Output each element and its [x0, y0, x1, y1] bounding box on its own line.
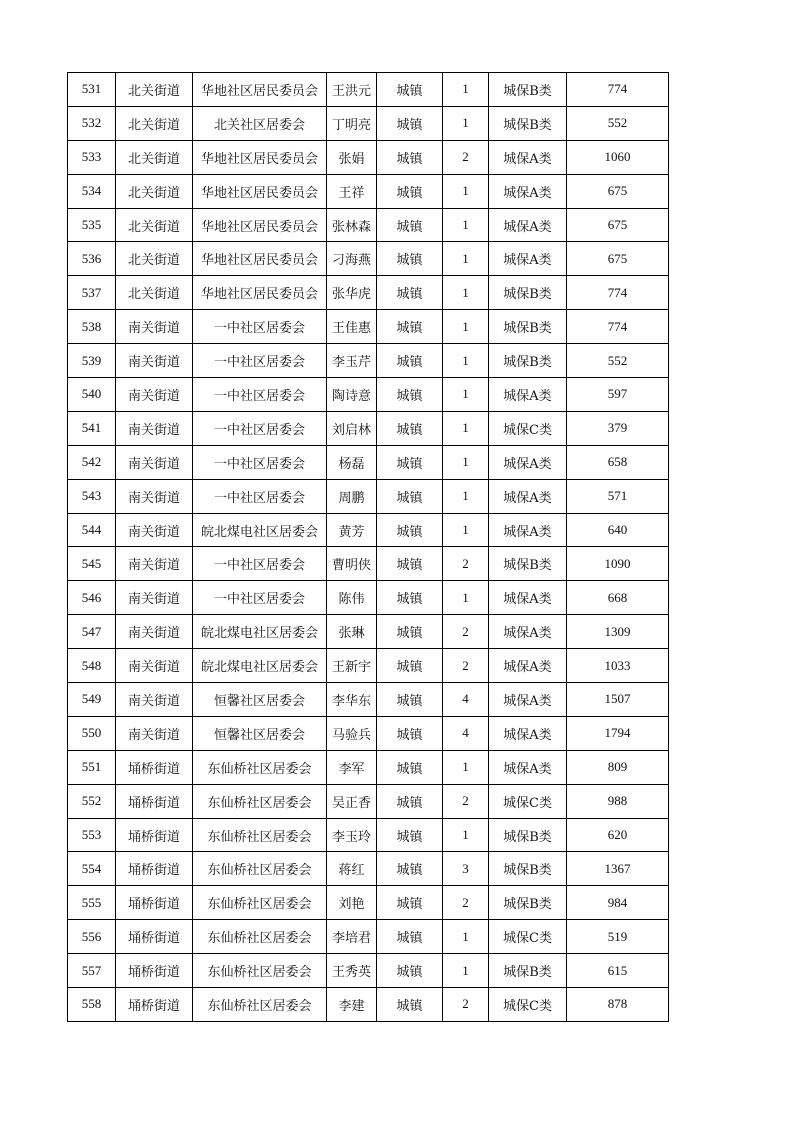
row-number-cell: 550	[68, 716, 116, 750]
subdistrict-cell: 北关街道	[116, 106, 193, 140]
household-size-cell: 1	[443, 750, 489, 784]
table-row	[68, 479, 669, 513]
community-cell: 东仙桥社区居委会	[193, 750, 327, 784]
insurance-category-cell: 城保C类	[489, 784, 567, 818]
table-body	[68, 73, 669, 1022]
person-name-cell: 王祥	[327, 174, 377, 208]
household-size-cell: 1	[443, 513, 489, 547]
household-type-cell: 城镇	[377, 581, 443, 615]
amount-cell: 1033	[567, 649, 669, 683]
insurance-category-cell: 城保A类	[489, 615, 567, 649]
person-name-cell: 李玉玲	[327, 818, 377, 852]
household-type-cell: 城镇	[377, 818, 443, 852]
table-row	[68, 988, 669, 1022]
subdistrict-cell: 南关街道	[116, 581, 193, 615]
household-size-cell: 4	[443, 716, 489, 750]
row-number-cell: 551	[68, 750, 116, 784]
subdistrict-cell: 埇桥街道	[116, 988, 193, 1022]
amount-cell: 774	[567, 73, 669, 107]
row-number-cell: 535	[68, 208, 116, 242]
household-size-cell: 1	[443, 581, 489, 615]
community-cell: 北关社区居委会	[193, 106, 327, 140]
person-name-cell: 李培君	[327, 920, 377, 954]
subdistrict-cell: 南关街道	[116, 683, 193, 717]
household-size-cell: 1	[443, 174, 489, 208]
insurance-category-cell: 城保B类	[489, 886, 567, 920]
community-cell: 皖北煤电社区居委会	[193, 649, 327, 683]
row-number-cell: 532	[68, 106, 116, 140]
subdistrict-cell: 埇桥街道	[116, 784, 193, 818]
household-size-cell: 1	[443, 411, 489, 445]
table-row	[68, 242, 669, 276]
subdistrict-cell: 北关街道	[116, 73, 193, 107]
household-size-cell: 1	[443, 344, 489, 378]
person-name-cell: 李建	[327, 988, 377, 1022]
insurance-category-cell: 城保B类	[489, 852, 567, 886]
subdistrict-cell: 南关街道	[116, 615, 193, 649]
table-row	[68, 615, 669, 649]
insurance-category-cell: 城保C类	[489, 920, 567, 954]
insurance-category-cell: 城保B类	[489, 73, 567, 107]
household-size-cell: 1	[443, 818, 489, 852]
person-name-cell: 蒋红	[327, 852, 377, 886]
table-row	[68, 344, 669, 378]
row-number-cell: 544	[68, 513, 116, 547]
table-row	[68, 683, 669, 717]
amount-cell: 809	[567, 750, 669, 784]
community-cell: 华地社区居民委员会	[193, 174, 327, 208]
table-row	[68, 784, 669, 818]
amount-cell: 1309	[567, 615, 669, 649]
row-number-cell: 537	[68, 276, 116, 310]
household-type-cell: 城镇	[377, 852, 443, 886]
table-row	[68, 547, 669, 581]
subdistrict-cell: 南关街道	[116, 649, 193, 683]
subdistrict-cell: 南关街道	[116, 716, 193, 750]
table-row	[68, 106, 669, 140]
amount-cell: 1794	[567, 716, 669, 750]
person-name-cell: 马验兵	[327, 716, 377, 750]
row-number-cell: 558	[68, 988, 116, 1022]
table-row	[68, 886, 669, 920]
table-row	[68, 310, 669, 344]
person-name-cell: 吴正香	[327, 784, 377, 818]
community-cell: 华地社区居民委员会	[193, 276, 327, 310]
subdistrict-cell: 南关街道	[116, 513, 193, 547]
insurance-category-cell: 城保A类	[489, 378, 567, 412]
community-cell: 一中社区居委会	[193, 344, 327, 378]
row-number-cell: 546	[68, 581, 116, 615]
community-cell: 东仙桥社区居委会	[193, 920, 327, 954]
row-number-cell: 534	[68, 174, 116, 208]
insurance-category-cell: 城保A类	[489, 683, 567, 717]
amount-cell: 668	[567, 581, 669, 615]
insurance-category-cell: 城保A类	[489, 513, 567, 547]
household-size-cell: 1	[443, 445, 489, 479]
household-type-cell: 城镇	[377, 106, 443, 140]
amount-cell: 1090	[567, 547, 669, 581]
community-cell: 一中社区居委会	[193, 547, 327, 581]
table-row	[68, 649, 669, 683]
subdistrict-cell: 南关街道	[116, 310, 193, 344]
amount-cell: 1060	[567, 140, 669, 174]
household-type-cell: 城镇	[377, 208, 443, 242]
household-size-cell: 1	[443, 208, 489, 242]
person-name-cell: 张琳	[327, 615, 377, 649]
subdistrict-cell: 南关街道	[116, 344, 193, 378]
insurance-category-cell: 城保C类	[489, 411, 567, 445]
community-cell: 一中社区居委会	[193, 378, 327, 412]
table-row	[68, 716, 669, 750]
person-name-cell: 李玉芹	[327, 344, 377, 378]
household-type-cell: 城镇	[377, 344, 443, 378]
table-row	[68, 378, 669, 412]
subdistrict-cell: 埇桥街道	[116, 954, 193, 988]
amount-cell: 878	[567, 988, 669, 1022]
amount-cell: 519	[567, 920, 669, 954]
row-number-cell: 552	[68, 784, 116, 818]
household-size-cell: 2	[443, 547, 489, 581]
household-type-cell: 城镇	[377, 378, 443, 412]
household-type-cell: 城镇	[377, 716, 443, 750]
household-type-cell: 城镇	[377, 988, 443, 1022]
row-number-cell: 545	[68, 547, 116, 581]
row-number-cell: 553	[68, 818, 116, 852]
table-row	[68, 411, 669, 445]
household-type-cell: 城镇	[377, 920, 443, 954]
insurance-category-cell: 城保B类	[489, 310, 567, 344]
person-name-cell: 陶诗意	[327, 378, 377, 412]
insurance-category-cell: 城保B类	[489, 547, 567, 581]
community-cell: 华地社区居民委员会	[193, 73, 327, 107]
table-row	[68, 954, 669, 988]
amount-cell: 620	[567, 818, 669, 852]
amount-cell: 1507	[567, 683, 669, 717]
row-number-cell: 549	[68, 683, 116, 717]
household-type-cell: 城镇	[377, 649, 443, 683]
household-size-cell: 1	[443, 920, 489, 954]
person-name-cell: 张华虎	[327, 276, 377, 310]
household-size-cell: 2	[443, 615, 489, 649]
community-cell: 一中社区居委会	[193, 479, 327, 513]
table-row	[68, 513, 669, 547]
table-row	[68, 208, 669, 242]
amount-cell: 597	[567, 378, 669, 412]
table-row	[68, 920, 669, 954]
community-cell: 东仙桥社区居委会	[193, 954, 327, 988]
row-number-cell: 557	[68, 954, 116, 988]
community-cell: 恒馨社区居委会	[193, 716, 327, 750]
table-row	[68, 276, 669, 310]
table-row	[68, 445, 669, 479]
row-number-cell: 540	[68, 378, 116, 412]
household-type-cell: 城镇	[377, 73, 443, 107]
household-size-cell: 2	[443, 649, 489, 683]
person-name-cell: 丁明亮	[327, 106, 377, 140]
person-name-cell: 李军	[327, 750, 377, 784]
amount-cell: 615	[567, 954, 669, 988]
subdistrict-cell: 南关街道	[116, 445, 193, 479]
row-number-cell: 539	[68, 344, 116, 378]
records-table	[67, 72, 669, 1022]
subdistrict-cell: 南关街道	[116, 411, 193, 445]
household-size-cell: 1	[443, 106, 489, 140]
row-number-cell: 555	[68, 886, 116, 920]
insurance-category-cell: 城保A类	[489, 174, 567, 208]
insurance-category-cell: 城保B类	[489, 106, 567, 140]
amount-cell: 774	[567, 276, 669, 310]
household-size-cell: 1	[443, 73, 489, 107]
household-type-cell: 城镇	[377, 683, 443, 717]
community-cell: 皖北煤电社区居委会	[193, 513, 327, 547]
table-row	[68, 818, 669, 852]
household-type-cell: 城镇	[377, 547, 443, 581]
community-cell: 华地社区居民委员会	[193, 140, 327, 174]
community-cell: 一中社区居委会	[193, 445, 327, 479]
table-row	[68, 852, 669, 886]
table-row	[68, 174, 669, 208]
amount-cell: 379	[567, 411, 669, 445]
row-number-cell: 533	[68, 140, 116, 174]
amount-cell: 675	[567, 174, 669, 208]
person-name-cell: 张林森	[327, 208, 377, 242]
household-size-cell: 1	[443, 242, 489, 276]
person-name-cell: 杨磊	[327, 445, 377, 479]
community-cell: 华地社区居民委员会	[193, 208, 327, 242]
community-cell: 一中社区居委会	[193, 411, 327, 445]
household-size-cell: 1	[443, 310, 489, 344]
person-name-cell: 王新宇	[327, 649, 377, 683]
amount-cell: 571	[567, 479, 669, 513]
person-name-cell: 黄芳	[327, 513, 377, 547]
subdistrict-cell: 埇桥街道	[116, 818, 193, 852]
table-row	[68, 140, 669, 174]
subdistrict-cell: 南关街道	[116, 547, 193, 581]
person-name-cell: 刘艳	[327, 886, 377, 920]
subdistrict-cell: 北关街道	[116, 276, 193, 310]
insurance-category-cell: 城保C类	[489, 988, 567, 1022]
subdistrict-cell: 埇桥街道	[116, 852, 193, 886]
subdistrict-cell: 北关街道	[116, 140, 193, 174]
amount-cell: 640	[567, 513, 669, 547]
amount-cell: 1367	[567, 852, 669, 886]
community-cell: 东仙桥社区居委会	[193, 852, 327, 886]
household-size-cell: 3	[443, 852, 489, 886]
community-cell: 皖北煤电社区居委会	[193, 615, 327, 649]
insurance-category-cell: 城保B类	[489, 344, 567, 378]
household-size-cell: 2	[443, 140, 489, 174]
community-cell: 东仙桥社区居委会	[193, 886, 327, 920]
household-type-cell: 城镇	[377, 513, 443, 547]
row-number-cell: 548	[68, 649, 116, 683]
person-name-cell: 王佳惠	[327, 310, 377, 344]
insurance-category-cell: 城保A类	[489, 750, 567, 784]
person-name-cell: 王洪元	[327, 73, 377, 107]
household-type-cell: 城镇	[377, 479, 443, 513]
row-number-cell: 538	[68, 310, 116, 344]
subdistrict-cell: 埇桥街道	[116, 886, 193, 920]
table-row	[68, 73, 669, 107]
insurance-category-cell: 城保A类	[489, 479, 567, 513]
household-type-cell: 城镇	[377, 140, 443, 174]
insurance-category-cell: 城保A类	[489, 140, 567, 174]
subdistrict-cell: 北关街道	[116, 208, 193, 242]
insurance-category-cell: 城保A类	[489, 581, 567, 615]
insurance-category-cell: 城保A类	[489, 208, 567, 242]
household-size-cell: 2	[443, 988, 489, 1022]
amount-cell: 552	[567, 106, 669, 140]
amount-cell: 988	[567, 784, 669, 818]
person-name-cell: 王秀英	[327, 954, 377, 988]
household-type-cell: 城镇	[377, 411, 443, 445]
row-number-cell: 543	[68, 479, 116, 513]
household-type-cell: 城镇	[377, 750, 443, 784]
amount-cell: 675	[567, 208, 669, 242]
community-cell: 东仙桥社区居委会	[193, 784, 327, 818]
amount-cell: 675	[567, 242, 669, 276]
row-number-cell: 556	[68, 920, 116, 954]
household-type-cell: 城镇	[377, 954, 443, 988]
subdistrict-cell: 埇桥街道	[116, 750, 193, 784]
insurance-category-cell: 城保B类	[489, 276, 567, 310]
household-size-cell: 2	[443, 784, 489, 818]
insurance-category-cell: 城保B类	[489, 818, 567, 852]
household-size-cell: 1	[443, 378, 489, 412]
household-size-cell: 1	[443, 954, 489, 988]
amount-cell: 552	[567, 344, 669, 378]
row-number-cell: 541	[68, 411, 116, 445]
person-name-cell: 陈伟	[327, 581, 377, 615]
household-size-cell: 1	[443, 276, 489, 310]
row-number-cell: 536	[68, 242, 116, 276]
person-name-cell: 周鹏	[327, 479, 377, 513]
household-size-cell: 4	[443, 683, 489, 717]
household-type-cell: 城镇	[377, 276, 443, 310]
person-name-cell: 张娟	[327, 140, 377, 174]
subdistrict-cell: 埇桥街道	[116, 920, 193, 954]
insurance-category-cell: 城保A类	[489, 716, 567, 750]
household-type-cell: 城镇	[377, 242, 443, 276]
household-type-cell: 城镇	[377, 445, 443, 479]
amount-cell: 774	[567, 310, 669, 344]
community-cell: 东仙桥社区居委会	[193, 988, 327, 1022]
amount-cell: 658	[567, 445, 669, 479]
community-cell: 一中社区居委会	[193, 581, 327, 615]
household-type-cell: 城镇	[377, 310, 443, 344]
community-cell: 恒馨社区居委会	[193, 683, 327, 717]
person-name-cell: 曹明侠	[327, 547, 377, 581]
table-row	[68, 581, 669, 615]
subdistrict-cell: 北关街道	[116, 242, 193, 276]
insurance-category-cell: 城保A类	[489, 242, 567, 276]
community-cell: 一中社区居委会	[193, 310, 327, 344]
household-size-cell: 2	[443, 886, 489, 920]
insurance-category-cell: 城保A类	[489, 445, 567, 479]
insurance-category-cell: 城保B类	[489, 954, 567, 988]
community-cell: 东仙桥社区居委会	[193, 818, 327, 852]
person-name-cell: 李华东	[327, 683, 377, 717]
insurance-category-cell: 城保A类	[489, 649, 567, 683]
household-type-cell: 城镇	[377, 886, 443, 920]
amount-cell: 984	[567, 886, 669, 920]
household-type-cell: 城镇	[377, 784, 443, 818]
row-number-cell: 554	[68, 852, 116, 886]
household-size-cell: 1	[443, 479, 489, 513]
household-type-cell: 城镇	[377, 615, 443, 649]
community-cell: 华地社区居民委员会	[193, 242, 327, 276]
subdistrict-cell: 南关街道	[116, 378, 193, 412]
household-type-cell: 城镇	[377, 174, 443, 208]
person-name-cell: 刁海燕	[327, 242, 377, 276]
row-number-cell: 531	[68, 73, 116, 107]
subdistrict-cell: 南关街道	[116, 479, 193, 513]
table-row	[68, 750, 669, 784]
person-name-cell: 刘启林	[327, 411, 377, 445]
row-number-cell: 547	[68, 615, 116, 649]
subdistrict-cell: 北关街道	[116, 174, 193, 208]
row-number-cell: 542	[68, 445, 116, 479]
